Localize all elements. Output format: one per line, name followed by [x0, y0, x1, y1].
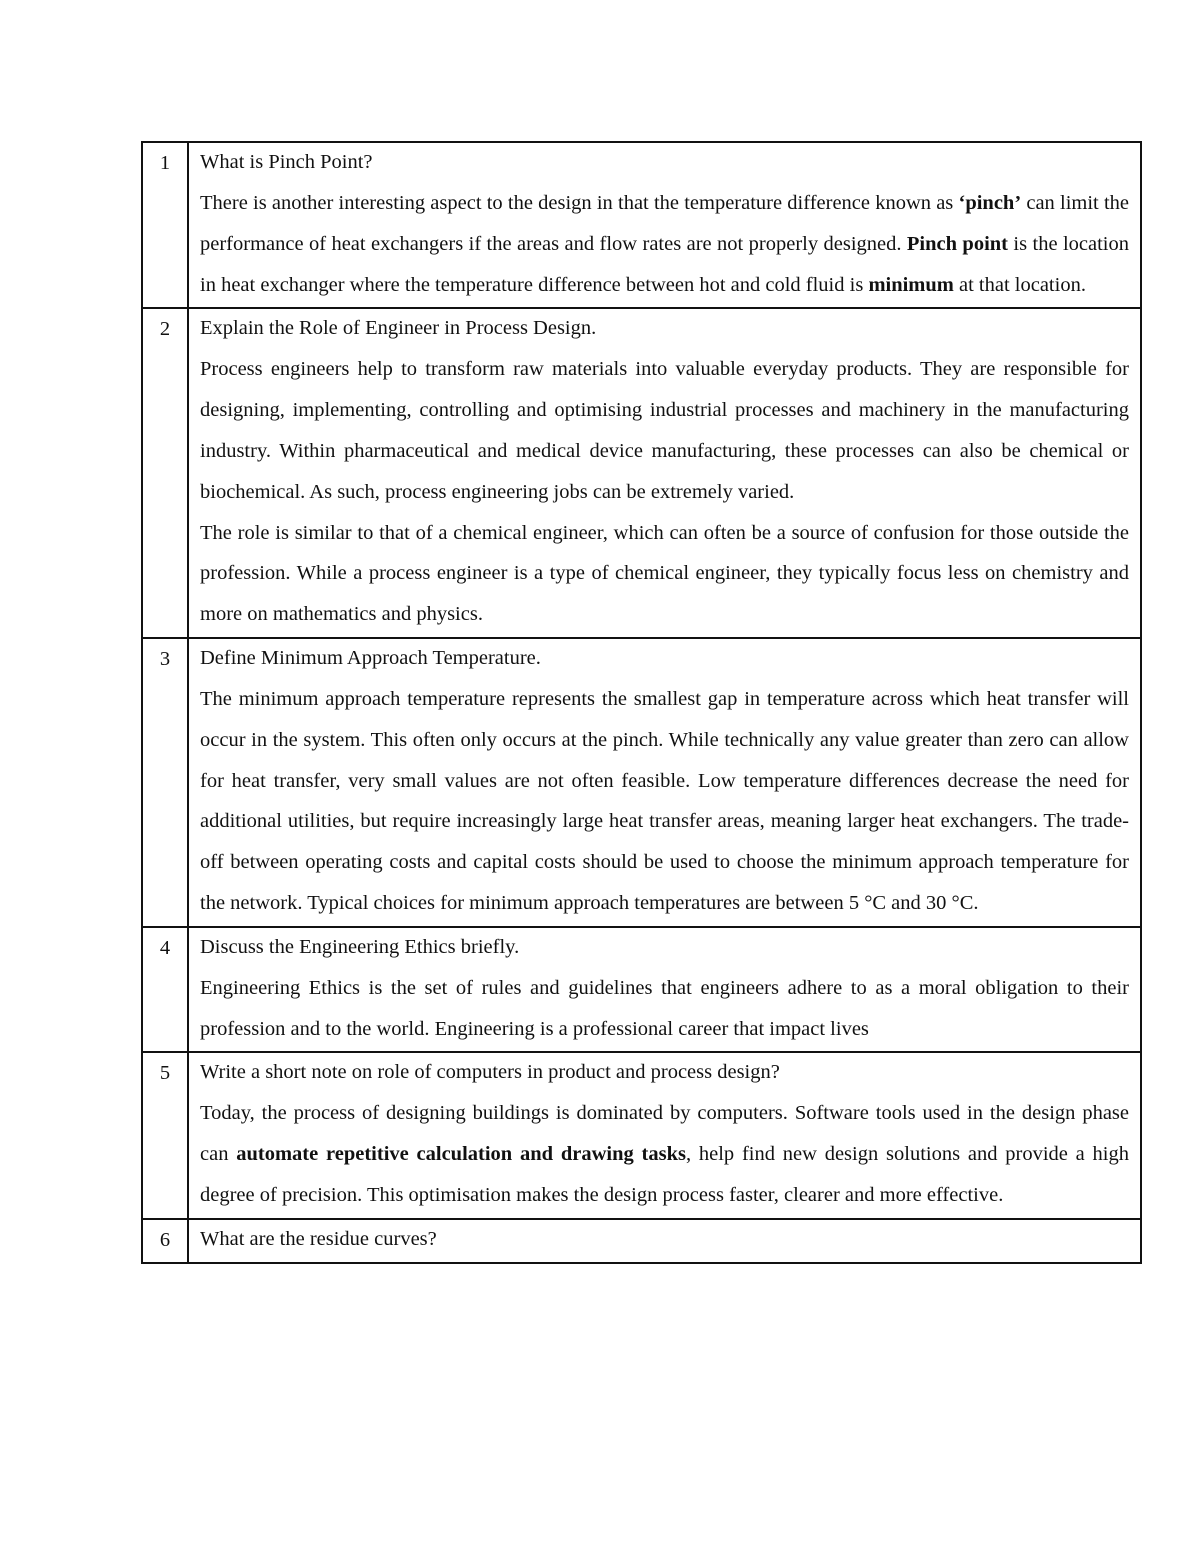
answer-text: Engineering Ethics is the set of rules and guidelines that engineers adhere to as a moral obligation to their profession and to the world. Engineering is a professional career that impact lives	[200, 976, 1129, 1040]
answer-text: Today, the process of designing buildings is dominated by computers. Software tools used in the design phase can	[200, 1102, 1129, 1166]
question-text: What is Pinch Point?	[200, 151, 373, 173]
answer-text: Process engineers help to transform raw materials into valuable everyday products. They are responsible for designing, implementing, controlling and optimising industrial processes and machinery in the manufacturing industry. Within pharmaceutical and medical device manufacturing, these processes can also be chemical or biochemical. As such, process engineering jobs can be extremely varied.	[200, 358, 1129, 503]
question-number: 4	[142, 927, 188, 1053]
answer-bold-text: Pinch point	[906, 232, 1009, 255]
answer-text: The minimum approach temperature represents the smallest gap in temperature across which heat transfer will occur in the system. This often only occurs at the pinch. While technically any value greater than zero can allow for heat transfer, very small values are not often feasible. Low temperature differences decrease the need for additional utilities, but require increasingly large heat transfer areas, meaning larger heat exchangers. The trade-off between operating costs and capital costs should be used to choose the minimum approach temperature for the network. Typical choices for minimum approach temperatures are between 5 °C and 30 °C.	[200, 687, 1129, 914]
answer-bold-text: automate repetitive calculation and drawing tasks	[236, 1143, 686, 1166]
answer-paragraph	[200, 183, 1129, 305]
table-row	[142, 1219, 1141, 1263]
question-text: Explain the Role of Engineer in Process Design.	[200, 317, 597, 340]
answer-bold-text: ‘pinch’	[958, 192, 1022, 214]
question-text: Discuss the Engineering Ethics briefly.	[200, 935, 520, 958]
question-number: 1	[142, 142, 188, 308]
question-number: 5	[142, 1052, 188, 1218]
table-row	[142, 142, 1141, 308]
question-cell	[188, 1219, 1141, 1263]
table-row	[142, 927, 1141, 1053]
question-text: Define Minimum Approach Temperature.	[200, 646, 541, 669]
question-cell	[188, 142, 1141, 308]
table-row	[142, 308, 1141, 638]
answer-text: , help find new design solutions and provide a high degree of precision. This optimisation makes the design process faster, clearer and more effective.	[200, 1143, 1129, 1206]
question-text: Write a short note on role of computers in product and process design?	[200, 1061, 780, 1084]
question-number: 2	[142, 308, 188, 638]
answer-text: The role is similar to that of a chemical engineer, which can often be a source of confusion for those outside the profession. While a process engineer is a type of chemical engineer, they typically focus less on chemistry and more on mathematics and physics.	[200, 521, 1129, 626]
question-cell	[188, 638, 1141, 927]
answer-text: at that location.	[953, 273, 1086, 296]
question-text: What are the residue curves?	[200, 1227, 437, 1250]
answer-text: There is another interesting aspect to the design in that the temperature difference known as	[200, 192, 959, 214]
qa-table	[141, 141, 1142, 1264]
answer-paragraph	[200, 1093, 1129, 1215]
question-cell	[188, 308, 1141, 638]
answer-paragraph	[200, 513, 1129, 635]
question-number: 3	[142, 638, 188, 927]
question-number: 6	[142, 1219, 188, 1263]
table-row	[142, 1052, 1141, 1218]
question-cell	[188, 927, 1141, 1053]
question-cell	[188, 1052, 1141, 1218]
answer-paragraph	[200, 679, 1129, 924]
table-row	[142, 638, 1141, 927]
answer-paragraph	[200, 349, 1129, 512]
answer-paragraph	[200, 968, 1129, 1050]
answer-bold-text: minimum	[868, 273, 954, 296]
answer-text: is the location in heat exchanger where the temperature difference between hot and cold fluid is	[200, 232, 1129, 296]
qa-table-body	[142, 142, 1141, 1263]
answer-text: can limit the performance of heat exchangers if the areas and flow rates are not properly designed.	[200, 192, 1129, 255]
